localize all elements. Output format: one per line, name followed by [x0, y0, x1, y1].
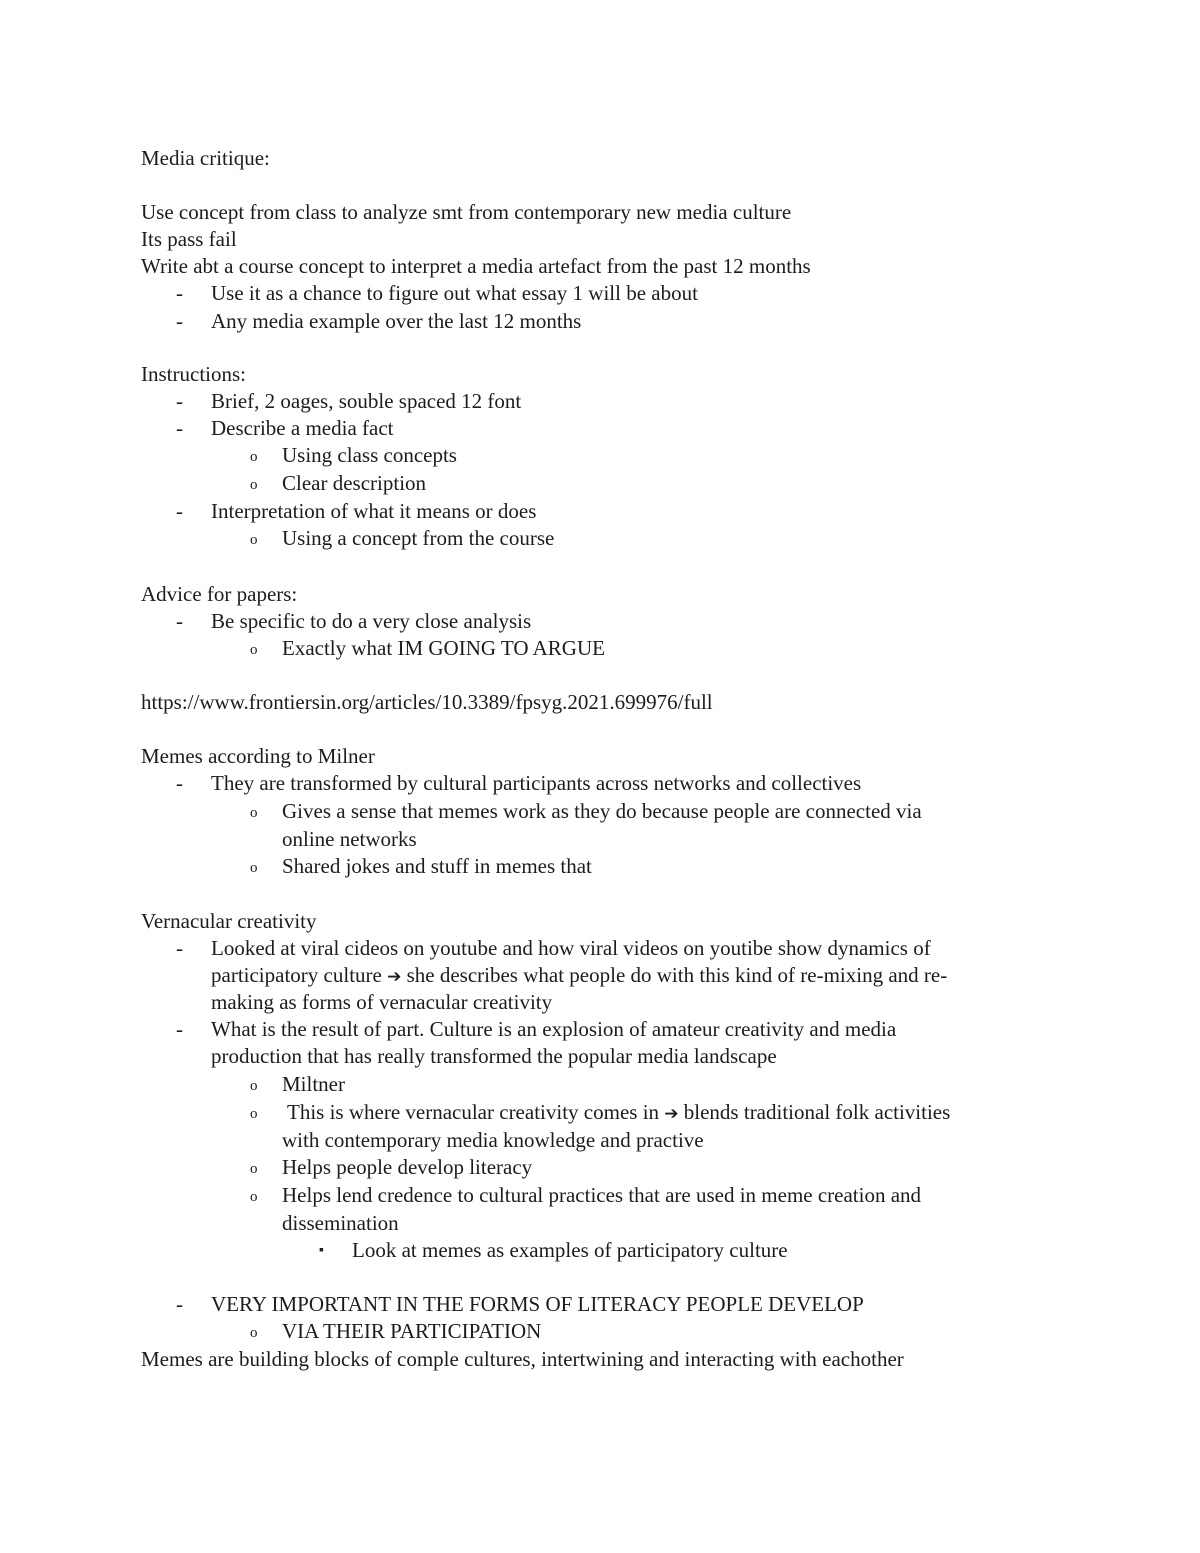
advice-sub-1: Exactly what IM GOING TO ARGUE — [282, 636, 605, 660]
bullet-circle: o — [250, 1325, 258, 1341]
bullet-circle: o — [250, 1106, 258, 1122]
memes-bullet-1: They are transformed by cultural participants across networks and collectives — [211, 771, 862, 795]
bullet-dash: - — [176, 1292, 183, 1316]
arrow-icon: ➔ — [664, 1104, 679, 1124]
bullet-circle: o — [250, 1161, 258, 1177]
heading-vernacular: Vernacular creativity — [141, 909, 317, 933]
heading-memes: Memes according to Milner — [141, 744, 375, 768]
bullet-dash: - — [176, 771, 183, 795]
memes-sub-1-line-2: online networks — [282, 827, 417, 851]
vernacular-sub-2-line-2: with contemporary media knowledge and practive — [282, 1128, 704, 1152]
bullet-dash: - — [176, 936, 183, 960]
bullet-dash: - — [176, 389, 183, 413]
article-link[interactable]: https://www.frontiersin.org/articles/10.3389/fpsyg.2021.699976/full — [141, 690, 713, 714]
vernacular-sub-sub-1: Look at memes as examples of participatory culture — [352, 1238, 788, 1262]
bullet-dash: - — [176, 281, 183, 305]
vernacular-sub-2-line-1b: blends traditional folk activities — [683, 1100, 951, 1124]
memes-sub-1-line-1: Gives a sense that memes work as they do because people are connected via — [282, 799, 922, 823]
vernacular-bullet-2-line-2: production that has really transformed the popular media landscape — [211, 1044, 777, 1068]
bullet-circle: o — [250, 860, 258, 876]
bullet-circle: o — [250, 805, 258, 821]
bullet-dash: - — [176, 309, 183, 333]
vernacular-bullet-3-sub-1: VIA THEIR PARTICIPATION — [282, 1319, 542, 1343]
vernacular-bullet-1-line-3: making as forms of vernacular creativity — [211, 990, 553, 1014]
instructions-sub-1: Using class concepts — [282, 443, 457, 467]
bullet-dash: - — [176, 609, 183, 633]
bullet-square: ▪ — [319, 1243, 324, 1258]
advice-bullet-1: Be specific to do a very close analysis — [211, 609, 532, 633]
bullet-circle: o — [250, 532, 258, 548]
heading-media-critique: Media critique: — [141, 146, 270, 170]
instructions-sub-3: Using a concept from the course — [282, 526, 555, 550]
bullet-dash: - — [176, 416, 183, 440]
vernacular-bullet-1-line-1: Looked at viral cideos on youtube and how viral videos on youtibe show dynamics of — [211, 936, 931, 960]
heading-instructions: Instructions: — [141, 362, 246, 386]
vernacular-sub-1: Miltner — [282, 1072, 345, 1096]
vernacular-bullet-1-line-2a: participatory culture — [211, 963, 382, 987]
vernacular-bullet-1-line-2 — [211, 962, 947, 991]
intro-bullet-1: Use it as a chance to figure out what essay 1 will be about — [211, 281, 698, 305]
arrow-icon: ➔ — [387, 967, 402, 987]
intro-line-3: Write abt a course concept to interpret a media artefact from the past 12 months — [141, 254, 811, 278]
vernacular-sub-4-line-2: dissemination — [282, 1211, 399, 1235]
intro-bullet-2: Any media example over the last 12 months — [211, 309, 582, 333]
intro-line-2: Its pass fail — [141, 227, 237, 251]
instructions-sub-2: Clear description — [282, 471, 427, 495]
bullet-circle: o — [250, 1189, 258, 1205]
vernacular-sub-4-line-1: Helps lend credence to cultural practices that are used in meme creation and — [282, 1183, 922, 1207]
bullet-circle: o — [250, 449, 258, 465]
bullet-circle: o — [250, 642, 258, 658]
instructions-bullet-2: Describe a media fact — [211, 416, 394, 440]
vernacular-sub-2-line-1 — [287, 1099, 950, 1128]
vernacular-sub-3: Helps people develop literacy — [282, 1155, 533, 1179]
bullet-dash: - — [176, 1017, 183, 1041]
bullet-circle: o — [250, 1078, 258, 1094]
vernacular-bullet-3: VERY IMPORTANT IN THE FORMS OF LITERACY PEOPLE DEVELOP — [211, 1292, 864, 1316]
bullet-circle: o — [250, 477, 258, 493]
bullet-dash: - — [176, 499, 183, 523]
instructions-bullet-1: Brief, 2 oages, souble spaced 12 font — [211, 389, 522, 413]
vernacular-bullet-1-line-2b: she describes what people do with this kind of re-mixing and re- — [406, 963, 948, 987]
heading-advice: Advice for papers: — [141, 582, 298, 606]
vernacular-sub-2-line-1a: This is where vernacular creativity comes in — [287, 1100, 660, 1124]
memes-sub-2: Shared jokes and stuff in memes that — [282, 854, 592, 878]
instructions-bullet-3: Interpretation of what it means or does — [211, 499, 537, 523]
vernacular-bullet-2-line-1: What is the result of part. Culture is an explosion of amateur creativity and media — [211, 1017, 897, 1041]
intro-line-1: Use concept from class to analyze smt from contemporary new media culture — [141, 200, 792, 224]
closing-line: Memes are building blocks of comple cultures, intertwining and interacting with eachother — [141, 1347, 904, 1371]
